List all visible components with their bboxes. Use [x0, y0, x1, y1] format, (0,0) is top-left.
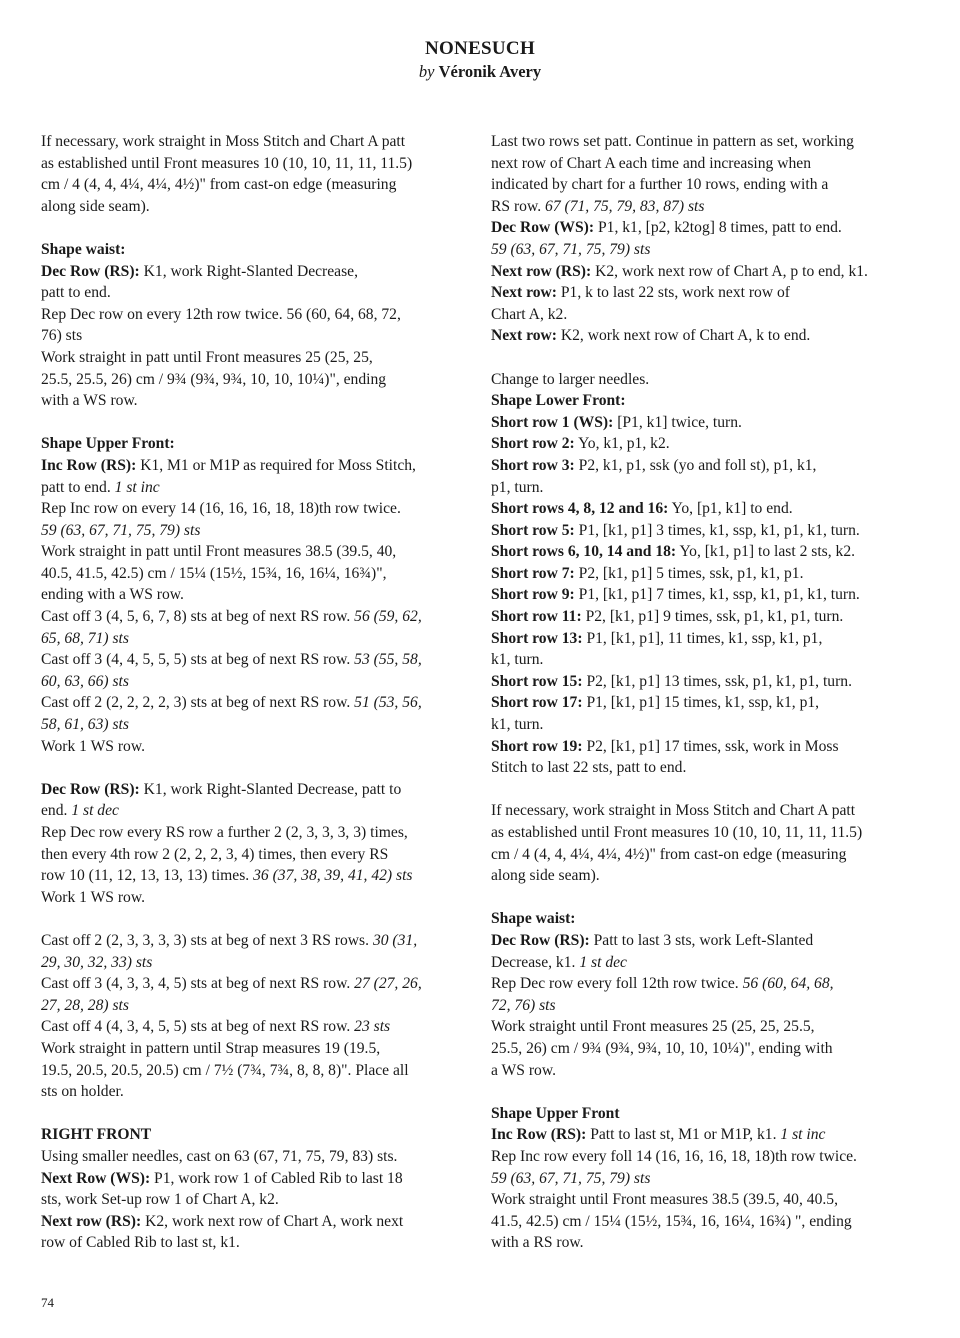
bold-label: Next Row (WS): — [41, 1169, 151, 1187]
instruction-paragraph — [491, 369, 906, 779]
italic-count: 27 (27, 26, — [354, 975, 422, 993]
instruction-paragraph — [41, 239, 456, 412]
text-run: as established until Front measures 10 (10, 10, 11, 11, 11.5) — [41, 154, 413, 172]
bold-label: Short row 7: — [491, 564, 575, 582]
text-line — [491, 477, 906, 499]
text-run: Rep Dec row every foll 12th row twice. — [491, 975, 743, 993]
instruction-paragraph — [41, 433, 456, 757]
author-name: Véronik Avery — [438, 62, 542, 81]
text-line — [491, 282, 906, 304]
text-line — [41, 477, 456, 499]
instruction-paragraph — [41, 131, 456, 217]
bold-label: Shape Upper Front: — [41, 435, 175, 453]
text-run: P2, [k1, p1] 5 times, ssk, p1, k1, p1. — [574, 564, 804, 582]
bold-label: Shape Lower Front: — [491, 392, 626, 410]
text-run: row 10 (11, 12, 13, 13, 13) times. — [41, 867, 254, 885]
bold-label: Next row: — [491, 284, 557, 302]
text-run: then every 4th row 2 (2, 2, 2, 3, 4) times, then every RS — [41, 845, 389, 863]
text-run: Decrease, k1. — [491, 953, 580, 971]
text-run: Work straight until Front measures 25 (25, 25, 25.5, — [491, 1018, 815, 1036]
text-run: a WS row. — [491, 1061, 556, 1079]
text-line — [41, 541, 456, 563]
italic-count: 29, 30, 32, 33) sts — [41, 953, 153, 971]
italic-count: 60, 63, 66) sts — [41, 672, 129, 690]
pattern-title: NONESUCH — [424, 38, 536, 59]
text-run: P2, [k1, p1] 9 times, ssk, p1, k1, p1, turn. — [581, 608, 844, 626]
bold-label: Shape waist: — [491, 910, 576, 928]
text-line — [491, 520, 906, 542]
bold-label: Shape waist: — [41, 240, 126, 258]
text-line — [491, 908, 906, 930]
text-run: Rep Inc row every foll 14 (16, 16, 16, 18, 18)th row twice. — [491, 1147, 857, 1165]
text-run: Cast off 4 (4, 3, 4, 5, 5) sts at beg of next RS row. — [41, 1018, 355, 1036]
text-run: P1, work row 1 of Cabled Rib to last 18 — [150, 1169, 403, 1187]
text-line — [491, 1016, 906, 1038]
text-line — [41, 822, 456, 844]
text-run: P1, [k1, p1] 3 times, k1, ssp, k1, p1, k1, turn. — [574, 521, 860, 539]
bold-label: Short rows 4, 8, 12 and 16: — [491, 500, 669, 518]
text-run: along side seam). — [491, 867, 600, 885]
text-line — [491, 1146, 906, 1168]
text-line — [491, 1038, 906, 1060]
text-line — [491, 995, 906, 1017]
text-line — [491, 217, 906, 239]
bold-label: Short row 19: — [491, 737, 583, 755]
page-number: 74 — [41, 1295, 54, 1310]
text-line — [491, 131, 906, 153]
text-run: P2, [k1, p1] 17 times, ssk, work in Moss — [582, 737, 839, 755]
text-run: 76) sts — [41, 327, 83, 345]
text-run: If necessary, work straight in Moss Stitch and Chart A patt — [41, 133, 406, 150]
text-line — [491, 671, 906, 693]
text-run: Change to larger needles. — [491, 370, 650, 388]
text-run: Yo, k1, p1, k2. — [574, 435, 670, 453]
text-line — [41, 261, 456, 283]
text-line — [491, 606, 906, 628]
text-line — [491, 433, 906, 455]
text-line — [41, 1232, 456, 1254]
bold-label: Next row (RS): — [41, 1212, 142, 1230]
text-line — [41, 239, 456, 261]
text-run: row of Cabled Rib to last st, k1. — [41, 1234, 240, 1252]
text-run: k1, turn. — [491, 651, 544, 669]
text-line — [41, 433, 456, 455]
text-line — [491, 455, 906, 477]
bold-label: Inc Row (RS): — [41, 456, 137, 474]
bold-label: Dec Row (WS): — [491, 219, 595, 237]
text-line — [491, 930, 906, 952]
bold-label: Next row: — [491, 327, 557, 345]
text-line — [41, 325, 456, 347]
right-column — [491, 131, 906, 1275]
text-line — [491, 390, 906, 412]
text-line — [491, 714, 906, 736]
text-line — [41, 671, 456, 693]
text-line — [491, 153, 906, 175]
text-line — [41, 1081, 456, 1103]
italic-count: 53 (55, 58, — [354, 651, 422, 669]
text-line — [491, 412, 906, 434]
text-run: Cast off 2 (2, 3, 3, 3, 3) sts at beg of next 3 RS rows. — [41, 931, 373, 949]
text-run: K2, work next row of Chart A, work next — [141, 1212, 404, 1230]
text-line — [491, 649, 906, 671]
text-line — [491, 692, 906, 714]
text-run: along side seam). — [41, 197, 150, 215]
text-line — [491, 325, 906, 347]
text-run: 19.5, 20.5, 20.5, 20.5) cm / 7½ (7¾, 7¾, 8, 8, 8)". Place all — [41, 1061, 409, 1079]
text-run: P1, [k1, p1], 11 times, k1, ssp, k1, p1, — [582, 629, 823, 647]
text-line — [41, 153, 456, 175]
text-line — [491, 239, 906, 261]
text-line — [41, 1189, 456, 1211]
instruction-paragraph — [491, 1103, 906, 1254]
text-run: end. — [41, 802, 72, 820]
italic-count: 67 (71, 75, 79, 83, 87) sts — [545, 197, 705, 215]
text-line — [41, 563, 456, 585]
text-run: Work straight in pattern until Strap measures 19 (19.5, — [41, 1039, 381, 1057]
bold-label: Short row 11: — [491, 608, 582, 626]
text-run: Rep Inc row on every 14 (16, 16, 16, 18, 18)th row twice. — [41, 500, 401, 518]
text-run: Work straight in patt until Front measures 25 (25, 25, — [41, 348, 373, 366]
italic-count: 51 (53, 56, — [354, 694, 422, 712]
text-line — [491, 1189, 906, 1211]
text-run: Patt to last 3 sts, work Left-Slanted — [589, 931, 814, 949]
text-line — [491, 498, 906, 520]
italic-count: 1 st dec — [579, 953, 627, 971]
text-run: K2, work next row of Chart A, k to end. — [556, 327, 811, 345]
text-line — [41, 390, 456, 412]
instruction-paragraph — [491, 908, 906, 1081]
text-line — [491, 369, 906, 391]
text-run: 40.5, 41.5, 42.5) cm / 15¼ (15½, 15¾, 16, 16¼, 16¾)", — [41, 564, 387, 582]
text-run: k1, turn. — [491, 716, 544, 734]
text-line — [41, 714, 456, 736]
italic-count: 65, 68, 71) sts — [41, 629, 129, 647]
instruction-paragraph — [41, 779, 456, 909]
bold-label: Short row 17: — [491, 694, 583, 712]
text-run: patt to end. — [41, 284, 111, 302]
text-run: K1, M1 or M1P as required for Moss Stitch, — [136, 456, 416, 474]
text-run: patt to end. — [41, 478, 115, 496]
text-line — [41, 131, 456, 153]
text-line — [41, 952, 456, 974]
instruction-paragraph — [491, 800, 906, 886]
text-line — [491, 174, 906, 196]
italic-count: 36 (37, 38, 39, 41, 42) sts — [253, 867, 413, 885]
text-line — [41, 1168, 456, 1190]
italic-count: 59 (63, 67, 71, 75, 79) sts — [41, 521, 201, 539]
text-line — [41, 1211, 456, 1233]
text-line — [491, 304, 906, 326]
text-run: Work straight in patt until Front measures 38.5 (39.5, 40, — [41, 543, 397, 561]
byline — [0, 61, 960, 83]
text-run: with a RS row. — [491, 1234, 584, 1252]
text-line — [491, 800, 906, 822]
text-run: p1, turn. — [491, 478, 544, 496]
instruction-paragraph — [41, 1124, 456, 1254]
text-run: with a WS row. — [41, 392, 138, 410]
text-line — [41, 865, 456, 887]
italic-count: 30 (31, — [372, 931, 418, 949]
text-run: 25.5, 26) cm / 9¾ (9¾, 9¾, 10, 10, 10¼)", ending with — [491, 1039, 833, 1057]
text-line — [491, 973, 906, 995]
text-line — [491, 757, 906, 779]
italic-count: 56 (60, 64, 68, — [742, 975, 834, 993]
text-line — [491, 1168, 906, 1190]
italic-count: 27, 28, 28) sts — [41, 996, 129, 1014]
italic-count: 56 (59, 62, — [354, 608, 422, 626]
text-line — [491, 628, 906, 650]
text-line — [41, 973, 456, 995]
text-run: P2, k1, p1, ssk (yo and foll st), p1, k1, — [574, 456, 817, 474]
text-run: Yo, [p1, k1] to end. — [668, 500, 793, 518]
text-run: Yo, [k1, p1] to last 2 sts, k2. — [676, 543, 856, 561]
instruction-paragraph — [41, 930, 456, 1103]
text-line — [491, 952, 906, 974]
text-line — [41, 628, 456, 650]
italic-count: 58, 61, 63) sts — [41, 716, 129, 734]
text-line — [41, 995, 456, 1017]
bold-label: Next row (RS): — [491, 262, 592, 280]
text-run: 41.5, 42.5) cm / 15¼ (15½, 15¾, 16, 16¼, 16¾) ", ending — [491, 1212, 852, 1230]
text-line — [491, 1103, 906, 1125]
text-line — [41, 369, 456, 391]
text-line — [491, 1211, 906, 1233]
text-run: sts on holder. — [41, 1083, 124, 1101]
bold-label: Dec Row (RS): — [41, 262, 140, 280]
text-run: P1, [k1, p1] 15 times, k1, ssp, k1, p1, — [582, 694, 820, 712]
text-line — [491, 563, 906, 585]
text-line — [491, 1124, 906, 1146]
text-run: sts, work Set-up row 1 of Chart A, k2. — [41, 1191, 279, 1209]
text-line — [41, 174, 456, 196]
text-line — [41, 779, 456, 801]
text-run: Cast off 3 (4, 5, 6, 7, 8) sts at beg of next RS row. — [41, 608, 355, 626]
text-line — [491, 584, 906, 606]
text-line — [41, 1146, 456, 1168]
bold-label: RIGHT FRONT — [41, 1126, 152, 1144]
byline-prefix: by — [418, 62, 435, 81]
text-line — [41, 844, 456, 866]
italic-count: 72, 76) sts — [491, 996, 556, 1014]
text-run: 25.5, 25.5, 26) cm / 9¾ (9¾, 9¾, 10, 10, 10¼)", ending — [41, 370, 387, 388]
page-header — [0, 38, 960, 83]
text-line — [491, 736, 906, 758]
text-run: Stitch to last 22 sts, patt to end. — [491, 759, 687, 777]
text-line — [41, 800, 456, 822]
text-line — [41, 930, 456, 952]
text-line — [491, 196, 906, 218]
text-run: K2, work next row of Chart A, p to end, k1. — [591, 262, 868, 280]
bold-label: Short row 13: — [491, 629, 583, 647]
text-run: ending with a WS row. — [41, 586, 184, 604]
text-run: If necessary, work straight in Moss Stitch and Chart A patt — [491, 802, 856, 820]
text-line — [41, 304, 456, 326]
text-line — [41, 1124, 456, 1146]
bold-label: Short row 15: — [491, 672, 583, 690]
text-run: K1, work Right-Slanted Decrease, — [139, 262, 358, 280]
text-run: P1, k to last 22 sts, work next row of — [556, 284, 790, 302]
italic-count: 59 (63, 67, 71, 75, 79) sts — [491, 240, 651, 258]
text-run: cm / 4 (4, 4, 4¼, 4¼, 4½)" from cast-on edge (measuring — [491, 845, 847, 863]
italic-count: 23 sts — [354, 1018, 391, 1036]
text-line — [41, 282, 456, 304]
text-run: Patt to last st, M1 or M1P, k1. — [586, 1126, 781, 1144]
text-line — [41, 692, 456, 714]
italic-count: 1 st inc — [114, 478, 160, 496]
text-run: P1, k1, [p2, k2tog] 8 times, patt to end. — [594, 219, 842, 237]
text-line — [41, 498, 456, 520]
text-run: Rep Dec row every RS row a further 2 (2, 3, 3, 3, 3) times, — [41, 824, 408, 841]
text-run: Work straight until Front measures 38.5 (39.5, 40, 40.5, — [491, 1191, 838, 1209]
text-run: K1, work Right-Slanted Decrease, patt to — [139, 780, 402, 798]
text-line — [41, 736, 456, 758]
text-run: P1, [k1, p1] 7 times, k1, ssp, k1, p1, k1, turn. — [574, 586, 860, 604]
bold-label: Dec Row (RS): — [41, 780, 140, 798]
bold-label: Shape Upper Front — [491, 1104, 620, 1122]
text-run: Cast off 2 (2, 2, 2, 2, 3) sts at beg of next RS row. — [41, 694, 355, 712]
text-run: cm / 4 (4, 4, 4¼, 4¼, 4½)" from cast-on edge (measuring — [41, 176, 397, 194]
text-run: Work 1 WS row. — [41, 737, 145, 755]
bold-label: Short row 1 (WS): — [491, 413, 614, 431]
text-run: as established until Front measures 10 (10, 10, 11, 11, 11.5) — [491, 824, 863, 841]
text-line — [41, 347, 456, 369]
text-run: [P1, k1] twice, turn. — [613, 413, 742, 431]
text-line — [491, 844, 906, 866]
text-line — [491, 1060, 906, 1082]
bold-label: Short row 3: — [491, 456, 575, 474]
bold-label: Short row 5: — [491, 521, 575, 539]
left-column — [41, 131, 456, 1275]
text-line — [41, 1060, 456, 1082]
text-line — [41, 455, 456, 477]
text-run: next row of Chart A each time and increasing when — [491, 154, 812, 172]
text-line — [41, 606, 456, 628]
bold-label: Inc Row (RS): — [491, 1126, 587, 1144]
bold-label: Short rows 6, 10, 14 and 18: — [491, 543, 677, 561]
text-line — [491, 865, 906, 887]
text-run: Work 1 WS row. — [41, 888, 145, 906]
bold-label: Short row 2: — [491, 435, 575, 453]
text-line — [491, 541, 906, 563]
text-line — [491, 261, 906, 283]
text-run: Cast off 3 (4, 3, 3, 4, 5) sts at beg of next RS row. — [41, 975, 355, 993]
text-run: RS row. — [491, 197, 546, 215]
italic-count: 1 st inc — [780, 1126, 826, 1144]
text-line — [41, 1016, 456, 1038]
text-run: Using smaller needles, cast on 63 (67, 71, 75, 79, 83) sts. — [41, 1147, 398, 1165]
text-line — [41, 1038, 456, 1060]
italic-count: 1 st dec — [71, 802, 119, 820]
text-line — [41, 196, 456, 218]
text-line — [41, 520, 456, 542]
text-run: Rep Dec row on every 12th row twice. 56 (60, 64, 68, 72, — [41, 305, 401, 323]
italic-count: 59 (63, 67, 71, 75, 79) sts — [491, 1169, 651, 1187]
text-run: P2, [k1, p1] 13 times, ssk, p1, k1, p1, turn. — [582, 672, 852, 690]
bold-label: Dec Row (RS): — [491, 931, 590, 949]
text-line — [491, 822, 906, 844]
text-line — [41, 887, 456, 909]
text-run: Last two rows set patt. Continue in pattern as set, working — [491, 133, 854, 150]
bold-label: Short row 9: — [491, 586, 575, 604]
text-run: Chart A, k2. — [491, 305, 568, 323]
text-line — [41, 584, 456, 606]
text-line — [491, 1232, 906, 1254]
text-run: indicated by chart for a further 10 rows, ending with a — [491, 176, 829, 194]
text-line — [41, 649, 456, 671]
instruction-paragraph — [491, 131, 906, 347]
text-run: Cast off 3 (4, 4, 5, 5, 5) sts at beg of next RS row. — [41, 651, 355, 669]
